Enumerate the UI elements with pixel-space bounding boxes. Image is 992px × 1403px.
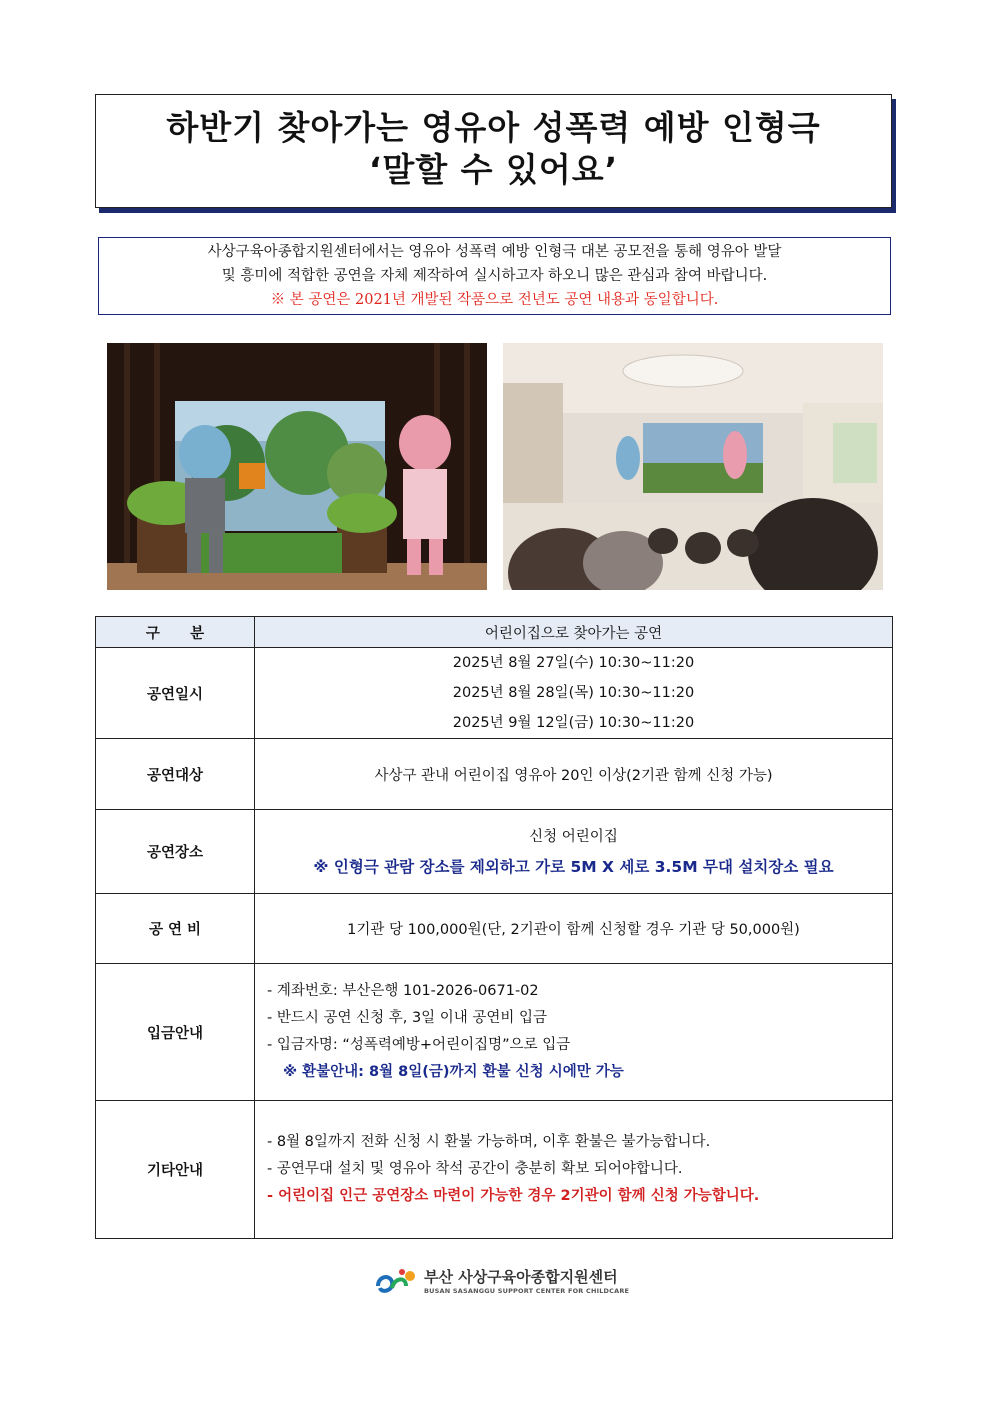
payment-label: 입금안내 xyxy=(96,964,255,1101)
fee-label: 공 연 비 xyxy=(96,894,255,964)
table-row-payment xyxy=(96,964,893,1101)
etc-line-2: - 공연무대 설치 및 영유아 착석 공간이 충분히 확보 되어야합니다. xyxy=(267,1161,683,1177)
footer-name-en: BUSAN SASANGGU SUPPORT CENTER FOR CHILDCARE xyxy=(424,1287,630,1295)
table-row-place xyxy=(96,810,893,894)
header-label: 구 분 xyxy=(96,617,255,648)
table-row-target xyxy=(96,739,893,810)
date-values xyxy=(255,648,893,739)
puppet-show-stage-photo xyxy=(107,343,487,590)
table-row-fee xyxy=(96,894,893,964)
payment-line-3: - 입금자명: “성폭력예방+어린이집명”으로 입금 xyxy=(267,1037,571,1053)
table-row-etc xyxy=(96,1101,893,1239)
title-box xyxy=(95,94,892,208)
place-label: 공연장소 xyxy=(96,810,255,894)
date-line-1: 2025년 8월 27일(수) 10:30~11:20 xyxy=(452,655,695,671)
info-table xyxy=(95,616,893,1239)
etc-line-1: - 8월 8일까지 전화 신청 시 환불 가능하며, 이후 환불은 불가능합니다. xyxy=(267,1134,711,1150)
page-subtitle: ‘말할 수 있어요’ xyxy=(368,150,619,189)
date-line-2: 2025년 8월 28일(목) 10:30~11:20 xyxy=(452,685,695,701)
intro-line-1: 사상구육아종합지원센터에서는 영유아 성폭력 예방 인형극 대본 공모전을 통해 영유아 발달 xyxy=(207,244,782,260)
table-row-date xyxy=(96,648,893,739)
intro-notice: ※ 본 공연은 2021년 개발된 작품으로 전년도 공연 내용과 동일합니다. xyxy=(270,292,719,308)
payment-line-1: - 계좌번호: 부산은행 101-2026-0671-02 xyxy=(267,983,539,999)
etc-label: 기타안내 xyxy=(96,1101,255,1239)
place-value: 신청 어린이집 xyxy=(529,828,618,845)
payment-values xyxy=(255,964,893,1101)
date-label: 공연일시 xyxy=(96,648,255,739)
target-value: 사상구 관내 어린이집 영유아 20인 이상(2기관 함께 신청 가능) xyxy=(255,739,893,810)
center-logo-icon xyxy=(372,1264,420,1300)
header-value: 어린이집으로 찾아가는 공연 xyxy=(255,617,893,648)
fee-value: 1기관 당 100,000원(단, 2기관이 함께 신청할 경우 기관 당 50,000원) xyxy=(255,894,893,964)
page-title: 하반기 찾아가는 영유아 성폭력 예방 인형극 xyxy=(166,108,821,147)
place-note: ※ 인형극 관람 장소를 제외하고 가로 5M X 세로 3.5M 무대 설치장소 필요 xyxy=(313,857,834,876)
table-header-row xyxy=(96,617,893,648)
intro-box xyxy=(98,237,891,315)
refund-note: ※ 환불안내: 8월 8일(금)까지 환불 신청 시에만 가능 xyxy=(283,1064,624,1080)
intro-line-2: 및 흥미에 적합한 공연을 자체 제작하여 실시하고자 하오니 많은 관심과 참여 바랍니다. xyxy=(221,268,768,284)
date-line-3: 2025년 9월 12일(금) 10:30~11:20 xyxy=(452,715,695,731)
etc-values xyxy=(255,1101,893,1239)
footer-name-kr: 부산 사상구육아종합지원센터 xyxy=(424,1268,618,1286)
footer-logo xyxy=(372,1264,632,1300)
etc-note: - 어린이집 인근 공연장소 마련이 가능한 경우 2기관이 함께 신청 가능합니다. xyxy=(267,1188,760,1204)
place-values xyxy=(255,810,893,894)
target-label: 공연대상 xyxy=(96,739,255,810)
audience-watching-show-photo xyxy=(503,343,883,590)
payment-line-2: - 반드시 공연 신청 후, 3일 이내 공연비 입금 xyxy=(267,1010,548,1026)
